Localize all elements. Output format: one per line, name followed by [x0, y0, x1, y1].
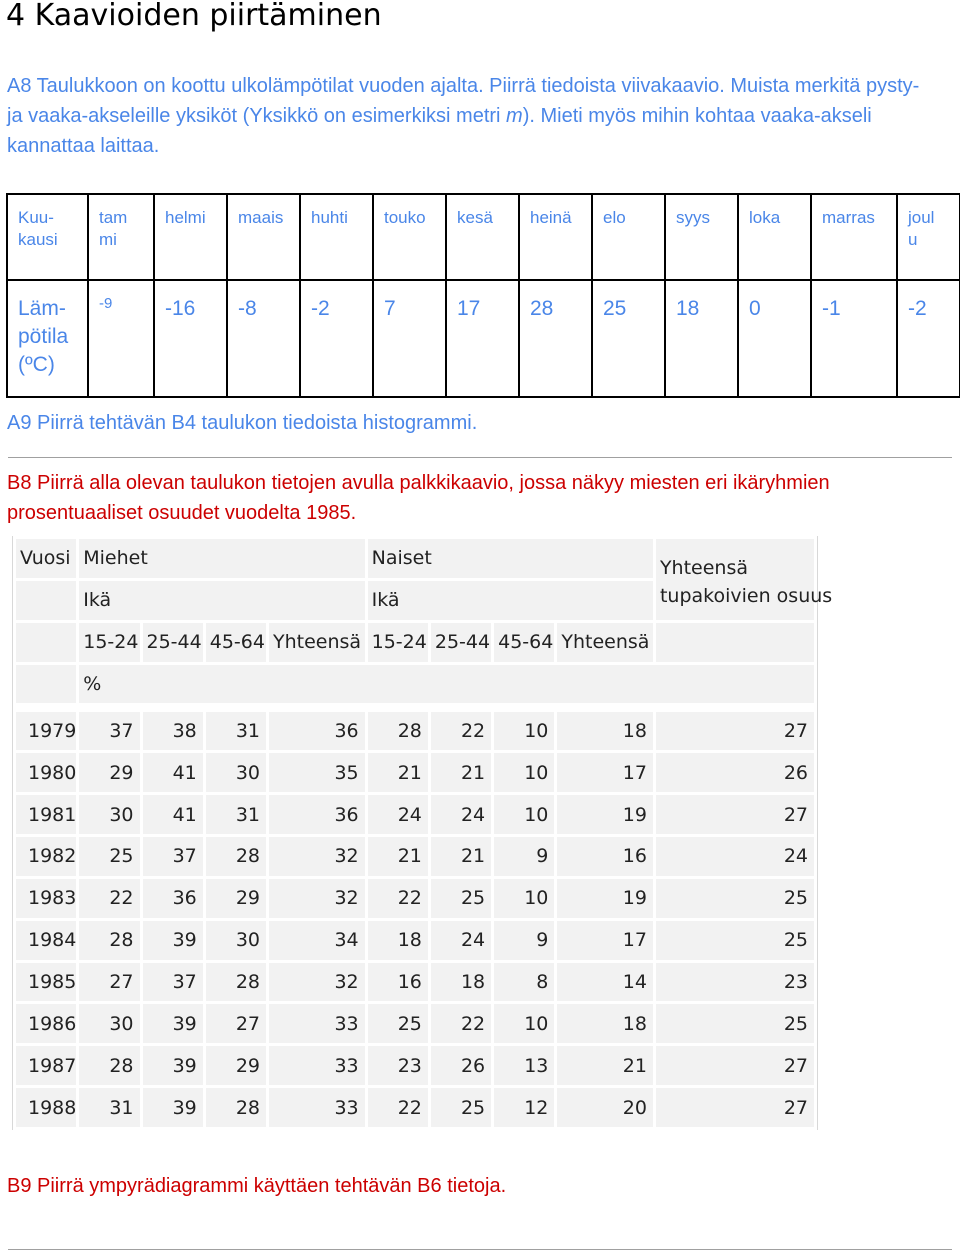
smoking-table — [12, 536, 833, 1130]
percent-cell: 30 — [206, 753, 266, 792]
percent-cell: 28 — [206, 963, 266, 1002]
age-group-header: 45-64 — [494, 623, 554, 662]
percent-cell: 37 — [143, 963, 203, 1002]
task-b8: B8 Piirrä alla olevan taulukon tietojen avulla palkkikaavio, jossa näkyy miesten eri ikäryhmien prosentuaaliset osuudet vuodelta 1985. — [7, 472, 830, 524]
month-label: syys — [676, 208, 710, 227]
year-cell: 1980 — [16, 753, 76, 792]
percent-cell: 36 — [269, 712, 365, 751]
percent-cell: 18 — [557, 1004, 653, 1043]
temperature-cell: -8 — [227, 280, 300, 397]
row-header-line: pötila — [18, 325, 69, 348]
percent-cell: 24 — [656, 837, 814, 876]
percent-cell: 31 — [79, 1088, 139, 1127]
percent-cell: 8 — [494, 963, 554, 1002]
men-age-label: Ikä — [79, 581, 364, 620]
age-group-header: 15-24 — [79, 623, 139, 662]
temperature-cell: 17 — [446, 280, 519, 397]
percent-cell: 21 — [368, 753, 428, 792]
percent-cell: 16 — [557, 837, 653, 876]
month-label: mi — [99, 230, 117, 249]
percent-cell: 37 — [79, 712, 139, 751]
month-label: huhti — [311, 208, 348, 227]
percent-cell: 25 — [656, 879, 814, 918]
percent-cell: 39 — [143, 921, 203, 960]
percent-cell: 25 — [431, 879, 491, 918]
percent-cell: 22 — [79, 879, 139, 918]
age-group-header: Yhteensä — [557, 623, 653, 662]
row-header-line: Kuu- — [18, 208, 54, 227]
percent-cell: 30 — [79, 1004, 139, 1043]
percent-cell: 27 — [79, 963, 139, 1002]
temperature-cell: 7 — [373, 280, 446, 397]
month-label: joul — [908, 208, 935, 227]
month-cell — [811, 194, 897, 280]
age-group-header: 15-24 — [368, 623, 428, 662]
temperature-cell: 25 — [592, 280, 665, 397]
women-age-label: Ikä — [368, 581, 653, 620]
percent-cell: 32 — [269, 837, 365, 876]
table-row — [16, 879, 814, 918]
year-cell: 1986 — [16, 1004, 76, 1043]
year-cell: 1982 — [16, 837, 76, 876]
percent-cell: 23 — [368, 1046, 428, 1085]
temperature-table — [6, 193, 960, 398]
task-a8-text-after: ). Mieti myös mihin kohtaa vaaka-akseli kannattaa laittaa. — [7, 105, 872, 157]
year-cell: 1983 — [16, 879, 76, 918]
percent-cell: 25 — [656, 1004, 814, 1043]
month-cell — [592, 194, 665, 280]
percent-cell: 18 — [431, 963, 491, 1002]
percent-cell: 30 — [206, 921, 266, 960]
percent-cell: 28 — [206, 837, 266, 876]
header-blank-cell — [16, 665, 76, 704]
month-cell — [300, 194, 373, 280]
temperature-cell: 18 — [665, 280, 738, 397]
table-row — [16, 1088, 814, 1127]
temperature-cell: -16 — [154, 280, 227, 397]
year-cell: 1987 — [16, 1046, 76, 1085]
row-header-line: kausi — [18, 230, 58, 249]
percent-cell: 22 — [368, 1088, 428, 1127]
percent-cell: 33 — [269, 1088, 365, 1127]
table-row — [16, 837, 814, 876]
task-b9: B9 Piirrä ympyrädiagrammi käyttäen tehtävän B6 tietoja. — [7, 1175, 507, 1197]
month-label: kesä — [457, 208, 493, 227]
women-header: Naiset — [368, 539, 653, 578]
age-group-header: 45-64 — [206, 623, 266, 662]
percent-cell: 25 — [368, 1004, 428, 1043]
percent-cell: 39 — [143, 1046, 203, 1085]
percent-cell: 29 — [79, 753, 139, 792]
month-cell — [154, 194, 227, 280]
table-row — [16, 795, 814, 834]
percent-cell: 32 — [269, 963, 365, 1002]
month-label: marras — [822, 208, 875, 227]
percent-cell: 33 — [269, 1046, 365, 1085]
percent-cell: 19 — [557, 879, 653, 918]
year-cell: 1979 — [16, 712, 76, 751]
percent-cell: 13 — [494, 1046, 554, 1085]
age-group-header: 25-44 — [431, 623, 491, 662]
percent-cell: 26 — [431, 1046, 491, 1085]
percent-cell: 14 — [557, 963, 653, 1002]
year-cell: 1985 — [16, 963, 76, 1002]
percent-cell: 10 — [494, 879, 554, 918]
table-gap — [16, 706, 814, 708]
percent-cell: 10 — [494, 795, 554, 834]
task-a8-unit-example: m — [506, 105, 523, 127]
table-row — [16, 1004, 814, 1043]
header-blank-cell — [16, 581, 76, 620]
percent-cell: 34 — [269, 921, 365, 960]
percent-cell: 29 — [206, 1046, 266, 1085]
temperature-cell: 28 — [519, 280, 592, 397]
table-row — [16, 1046, 814, 1085]
total-smokers-header-line: Yhteensä — [659, 557, 749, 580]
row-header-line: Läm- — [18, 297, 66, 320]
percent-cell: 28 — [206, 1088, 266, 1127]
unit-label: % — [79, 665, 814, 704]
year-header: Vuosi — [16, 539, 76, 578]
percent-cell: 26 — [656, 753, 814, 792]
month-cell — [227, 194, 300, 280]
percent-cell: 21 — [557, 1046, 653, 1085]
age-group-header: 25-44 — [143, 623, 203, 662]
temperature-cell: 0 — [738, 280, 811, 397]
task-a8-text-before: A8 Taulukkoon on koottu ulkolämpötilat vuoden ajalta. Piirrä tiedoista viivakaavio. Muista merkitä pysty- ja vaaka-akseleille yksiköt (Yksikkö on esimerkiksi metri — [7, 75, 920, 127]
percent-cell: 17 — [557, 921, 653, 960]
percent-cell: 25 — [431, 1088, 491, 1127]
percent-cell: 27 — [656, 712, 814, 751]
year-cell: 1988 — [16, 1088, 76, 1127]
percent-cell: 28 — [368, 712, 428, 751]
percent-cell: 19 — [557, 795, 653, 834]
temperature-cell: -1 — [811, 280, 897, 397]
month-cell — [665, 194, 738, 280]
percent-cell: 24 — [368, 795, 428, 834]
header-blank-cell — [656, 623, 814, 662]
percent-cell: 31 — [206, 795, 266, 834]
percent-cell: 21 — [431, 837, 491, 876]
month-cell — [897, 194, 960, 280]
percent-cell: 27 — [656, 1088, 814, 1127]
month-cell — [738, 194, 811, 280]
percent-cell: 39 — [143, 1088, 203, 1127]
percent-cell: 22 — [368, 879, 428, 918]
table-row — [16, 753, 814, 792]
percent-cell: 39 — [143, 1004, 203, 1043]
percent-cell: 25 — [656, 921, 814, 960]
month-cell — [88, 194, 154, 280]
percent-cell: 36 — [269, 795, 365, 834]
percent-cell: 32 — [269, 879, 365, 918]
header-blank-cell — [16, 623, 76, 662]
percent-cell: 30 — [79, 795, 139, 834]
percent-cell: 10 — [494, 712, 554, 751]
month-label: helmi — [165, 208, 206, 227]
task-a9: A9 Piirrä tehtävän B4 taulukon tiedoista histogrammi. — [7, 412, 478, 434]
table-row — [16, 921, 814, 960]
page-title: 4 Kaavioiden piirtäminen — [6, 0, 382, 33]
month-label: touko — [384, 208, 426, 227]
percent-cell: 27 — [206, 1004, 266, 1043]
percent-cell: 31 — [206, 712, 266, 751]
month-label: tam — [99, 208, 128, 227]
percent-cell: 22 — [431, 1004, 491, 1043]
percent-cell: 17 — [557, 753, 653, 792]
month-cell — [519, 194, 592, 280]
month-label: heinä — [530, 208, 572, 227]
percent-cell: 27 — [656, 1046, 814, 1085]
percent-cell: 33 — [269, 1004, 365, 1043]
month-cell — [446, 194, 519, 280]
percent-cell: 22 — [431, 712, 491, 751]
percent-cell: 37 — [143, 837, 203, 876]
percent-cell: 21 — [431, 753, 491, 792]
percent-cell: 28 — [79, 1046, 139, 1085]
year-cell: 1984 — [16, 921, 76, 960]
temperature-cell: -9 — [88, 280, 154, 397]
horizontal-divider — [8, 1249, 952, 1250]
percent-cell: 18 — [368, 921, 428, 960]
percent-cell: 36 — [143, 879, 203, 918]
year-cell: 1981 — [16, 795, 76, 834]
table-row — [16, 963, 814, 1002]
percent-cell: 12 — [494, 1088, 554, 1127]
table-gap-row — [16, 706, 814, 708]
percent-cell: 10 — [494, 1004, 554, 1043]
temperature-cell: -2 — [897, 280, 960, 397]
percent-cell: 24 — [431, 921, 491, 960]
temperature-row-header — [7, 280, 88, 397]
percent-cell: 41 — [143, 753, 203, 792]
percent-cell: 41 — [143, 795, 203, 834]
row-header-line: (ºC) — [18, 353, 55, 376]
percent-cell: 16 — [368, 963, 428, 1002]
percent-cell: 9 — [494, 837, 554, 876]
age-group-header: Yhteensä — [269, 623, 365, 662]
percent-cell: 29 — [206, 879, 266, 918]
percent-cell: 23 — [656, 963, 814, 1002]
month-cell — [373, 194, 446, 280]
table-row — [16, 712, 814, 751]
month-label: loka — [749, 208, 781, 227]
temperature-cell: -2 — [300, 280, 373, 397]
percent-cell: 25 — [79, 837, 139, 876]
percent-cell: 28 — [79, 921, 139, 960]
men-header: Miehet — [79, 539, 364, 578]
percent-cell: 24 — [431, 795, 491, 834]
percent-cell: 27 — [656, 795, 814, 834]
percent-cell: 20 — [557, 1088, 653, 1127]
percent-cell: 18 — [557, 712, 653, 751]
month-label: maais — [238, 208, 284, 227]
percent-cell: 10 — [494, 753, 554, 792]
total-smokers-header-line: tupakoivien osuus — [659, 585, 833, 608]
task-a8 — [7, 71, 937, 161]
month-label: elo — [603, 208, 626, 227]
month-label: u — [908, 230, 918, 249]
percent-cell: 35 — [269, 753, 365, 792]
total-smokers-header — [656, 539, 833, 620]
horizontal-divider — [8, 457, 952, 458]
month-row-header — [7, 194, 88, 280]
percent-cell: 21 — [368, 837, 428, 876]
percent-cell: 9 — [494, 921, 554, 960]
percent-cell: 38 — [143, 712, 203, 751]
